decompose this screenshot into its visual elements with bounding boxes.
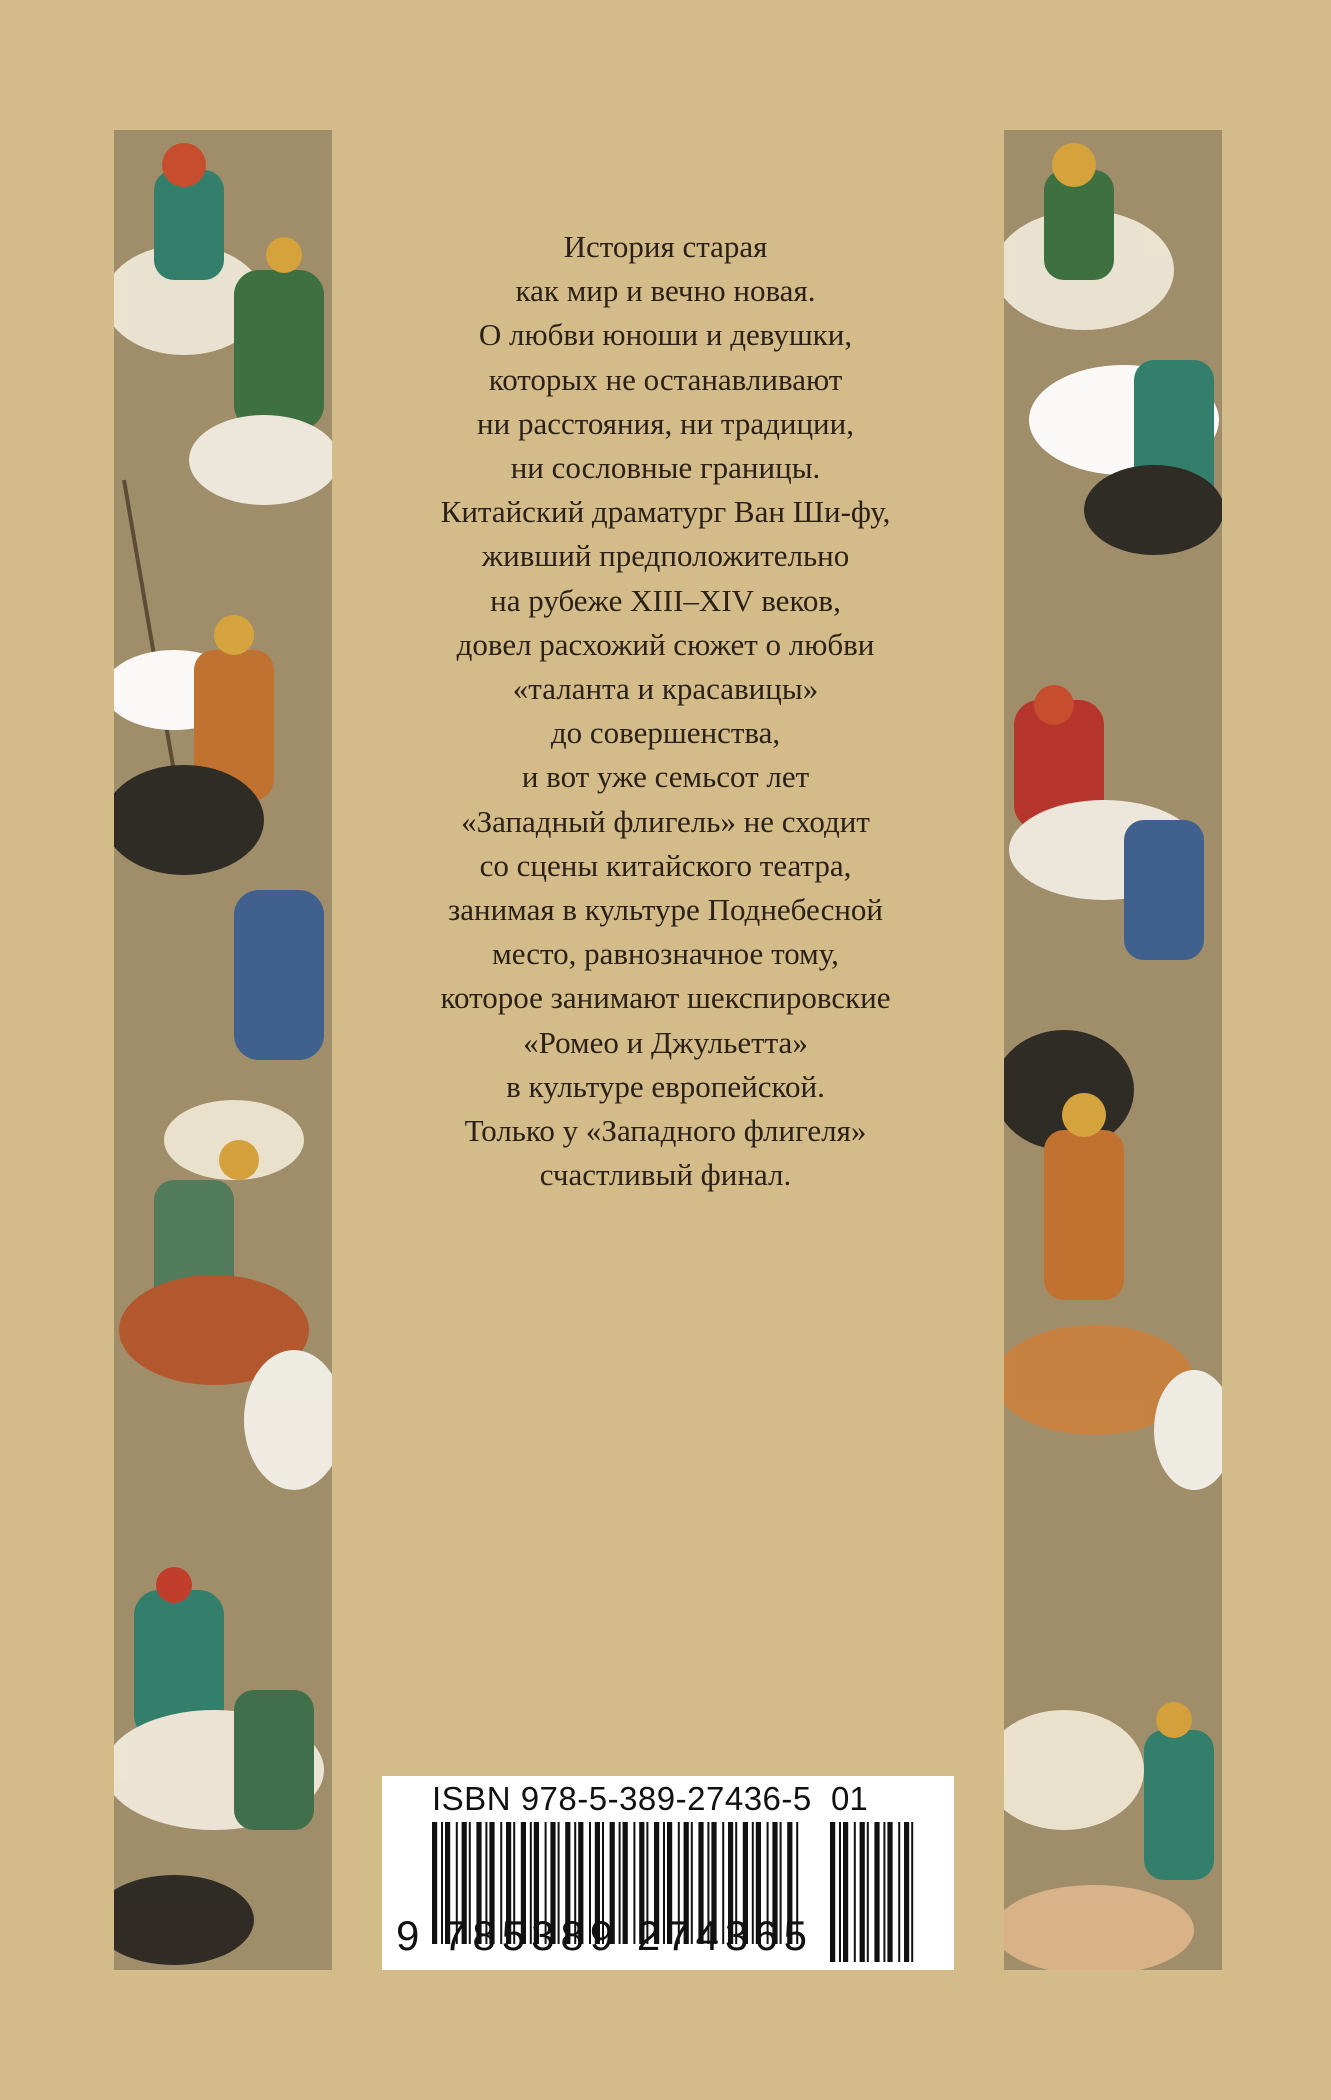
- blurb-line: и вот уже семьсот лет: [521, 759, 810, 795]
- blurb-line: ни сословные границы.: [510, 450, 821, 486]
- blurb-line: Только у «Западного флигеля»: [464, 1113, 867, 1149]
- barcode-bar: [839, 1822, 841, 1962]
- barcode-bar: [843, 1822, 848, 1962]
- blurb-line: в культуре европейской.: [506, 1068, 825, 1104]
- blurb-line: счастливый финал.: [539, 1157, 792, 1193]
- blurb-line: со сцены китайского театра,: [479, 847, 852, 883]
- barcode-bar: [911, 1822, 913, 1962]
- barcode-bar: [904, 1822, 909, 1962]
- blurb-line: занимая в культуре Поднебесной: [447, 892, 884, 928]
- isbn-barcode-block: [382, 1776, 954, 1970]
- barcode-bar: [854, 1822, 856, 1962]
- blurb-line: которых не останавливают: [488, 361, 843, 397]
- blurb-line: место, равнозначное тому,: [492, 936, 839, 972]
- blurb-line: О любви юноши и девушки,: [478, 317, 853, 353]
- barcode-bar: [874, 1822, 879, 1962]
- barcode-bar: [830, 1822, 835, 1962]
- barcode-addon-bars: [830, 1822, 913, 1962]
- blurb-line: на рубеже XIII–XIV веков,: [490, 582, 841, 618]
- barcode-addon-digits: 01: [831, 1780, 868, 1817]
- blurb-line: довел расхожий сюжет о любви: [456, 626, 875, 662]
- barcode-digits: 9 785389 274365: [396, 1912, 813, 1959]
- blurb-line: которое занимают шекспировские: [440, 980, 891, 1016]
- blurb-line: «Ромео и Джульетта»: [523, 1024, 808, 1060]
- barcode-bar: [883, 1822, 885, 1962]
- isbn-label: ISBN 978-5-389-27436-5: [432, 1780, 812, 1817]
- barcode-bar: [887, 1822, 892, 1962]
- blurb-line: Китайский драматург Ван Ши-фу,: [440, 494, 891, 530]
- blurb-line: живший предположительно: [481, 538, 850, 574]
- blurb-line: История старая: [563, 229, 768, 264]
- blurb-line: как мир и вечно новая.: [515, 273, 816, 309]
- blurb-line: до совершенства,: [550, 715, 781, 751]
- back-cover-blurb: [290, 225, 1041, 1197]
- blurb-line: «Западный флигель» не сходит: [461, 803, 870, 839]
- barcode-bar: [860, 1822, 865, 1962]
- barcode-bar: [867, 1822, 869, 1962]
- blurb-line: «таланта и красавицы»: [512, 671, 819, 707]
- barcode-bar: [898, 1822, 900, 1962]
- blurb-line: ни расстояния, ни традиции,: [477, 405, 854, 441]
